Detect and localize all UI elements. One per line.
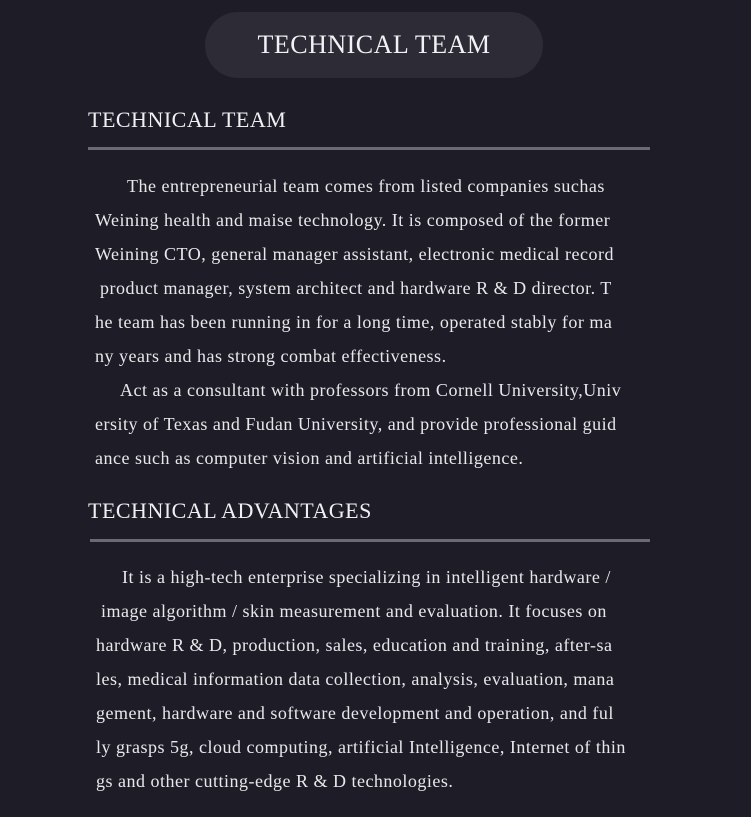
section-title-technical-advantages: TECHNICAL ADVANTAGES (88, 498, 372, 523)
section-title-technical-team: TECHNICAL TEAM (88, 107, 287, 132)
section-body-technical-advantages (0, 560, 751, 798)
paragraph-line: product manager, system architect and hardware R & D director. T (100, 278, 612, 298)
paragraph-line: les, medical information data collection, analysis, evaluation, mana (96, 669, 615, 689)
paragraph (0, 373, 751, 475)
paragraph-line: hardware R & D, production, sales, education and training, after-sa (96, 635, 613, 655)
paragraph-line: Act as a consultant with professors from Cornell University,Univ (120, 380, 622, 400)
paragraph-line: Weining CTO, general manager assistant, electronic medical record (95, 244, 615, 264)
paragraph-line: ny years and has strong combat effectiveness. (95, 346, 447, 366)
paragraph (0, 560, 751, 798)
paragraph-line: gs and other cutting-edge R & D technologies. (96, 771, 454, 791)
section-body-technical-team (0, 169, 751, 475)
paragraph-line: he team has been running in for a long time, operated stably for ma (95, 312, 613, 332)
paragraph (0, 169, 751, 373)
paragraph-line: ly grasps 5g, cloud computing, artificial Intelligence, Internet of thin (96, 737, 626, 757)
paragraph-line: The entrepreneurial team comes from listed companies suchas (127, 176, 605, 196)
page-header-pill (205, 12, 543, 78)
paragraph-line: ersity of Texas and Fudan University, and provide professional guid (95, 414, 617, 434)
paragraph-line: gement, hardware and software development and operation, and ful (96, 703, 614, 723)
page-title: TECHNICAL TEAM (257, 30, 491, 59)
paragraph-line: It is a high-tech enterprise specializing in intelligent hardware / (122, 567, 611, 587)
paragraph-line: Weining health and maise technology. It is composed of the former (95, 210, 611, 230)
paragraph-line: ance such as computer vision and artificial intelligence. (95, 448, 524, 468)
paragraph-line: image algorithm / skin measurement and evaluation. It focuses on (101, 601, 607, 621)
section-divider (88, 147, 650, 150)
section-divider (90, 539, 650, 542)
